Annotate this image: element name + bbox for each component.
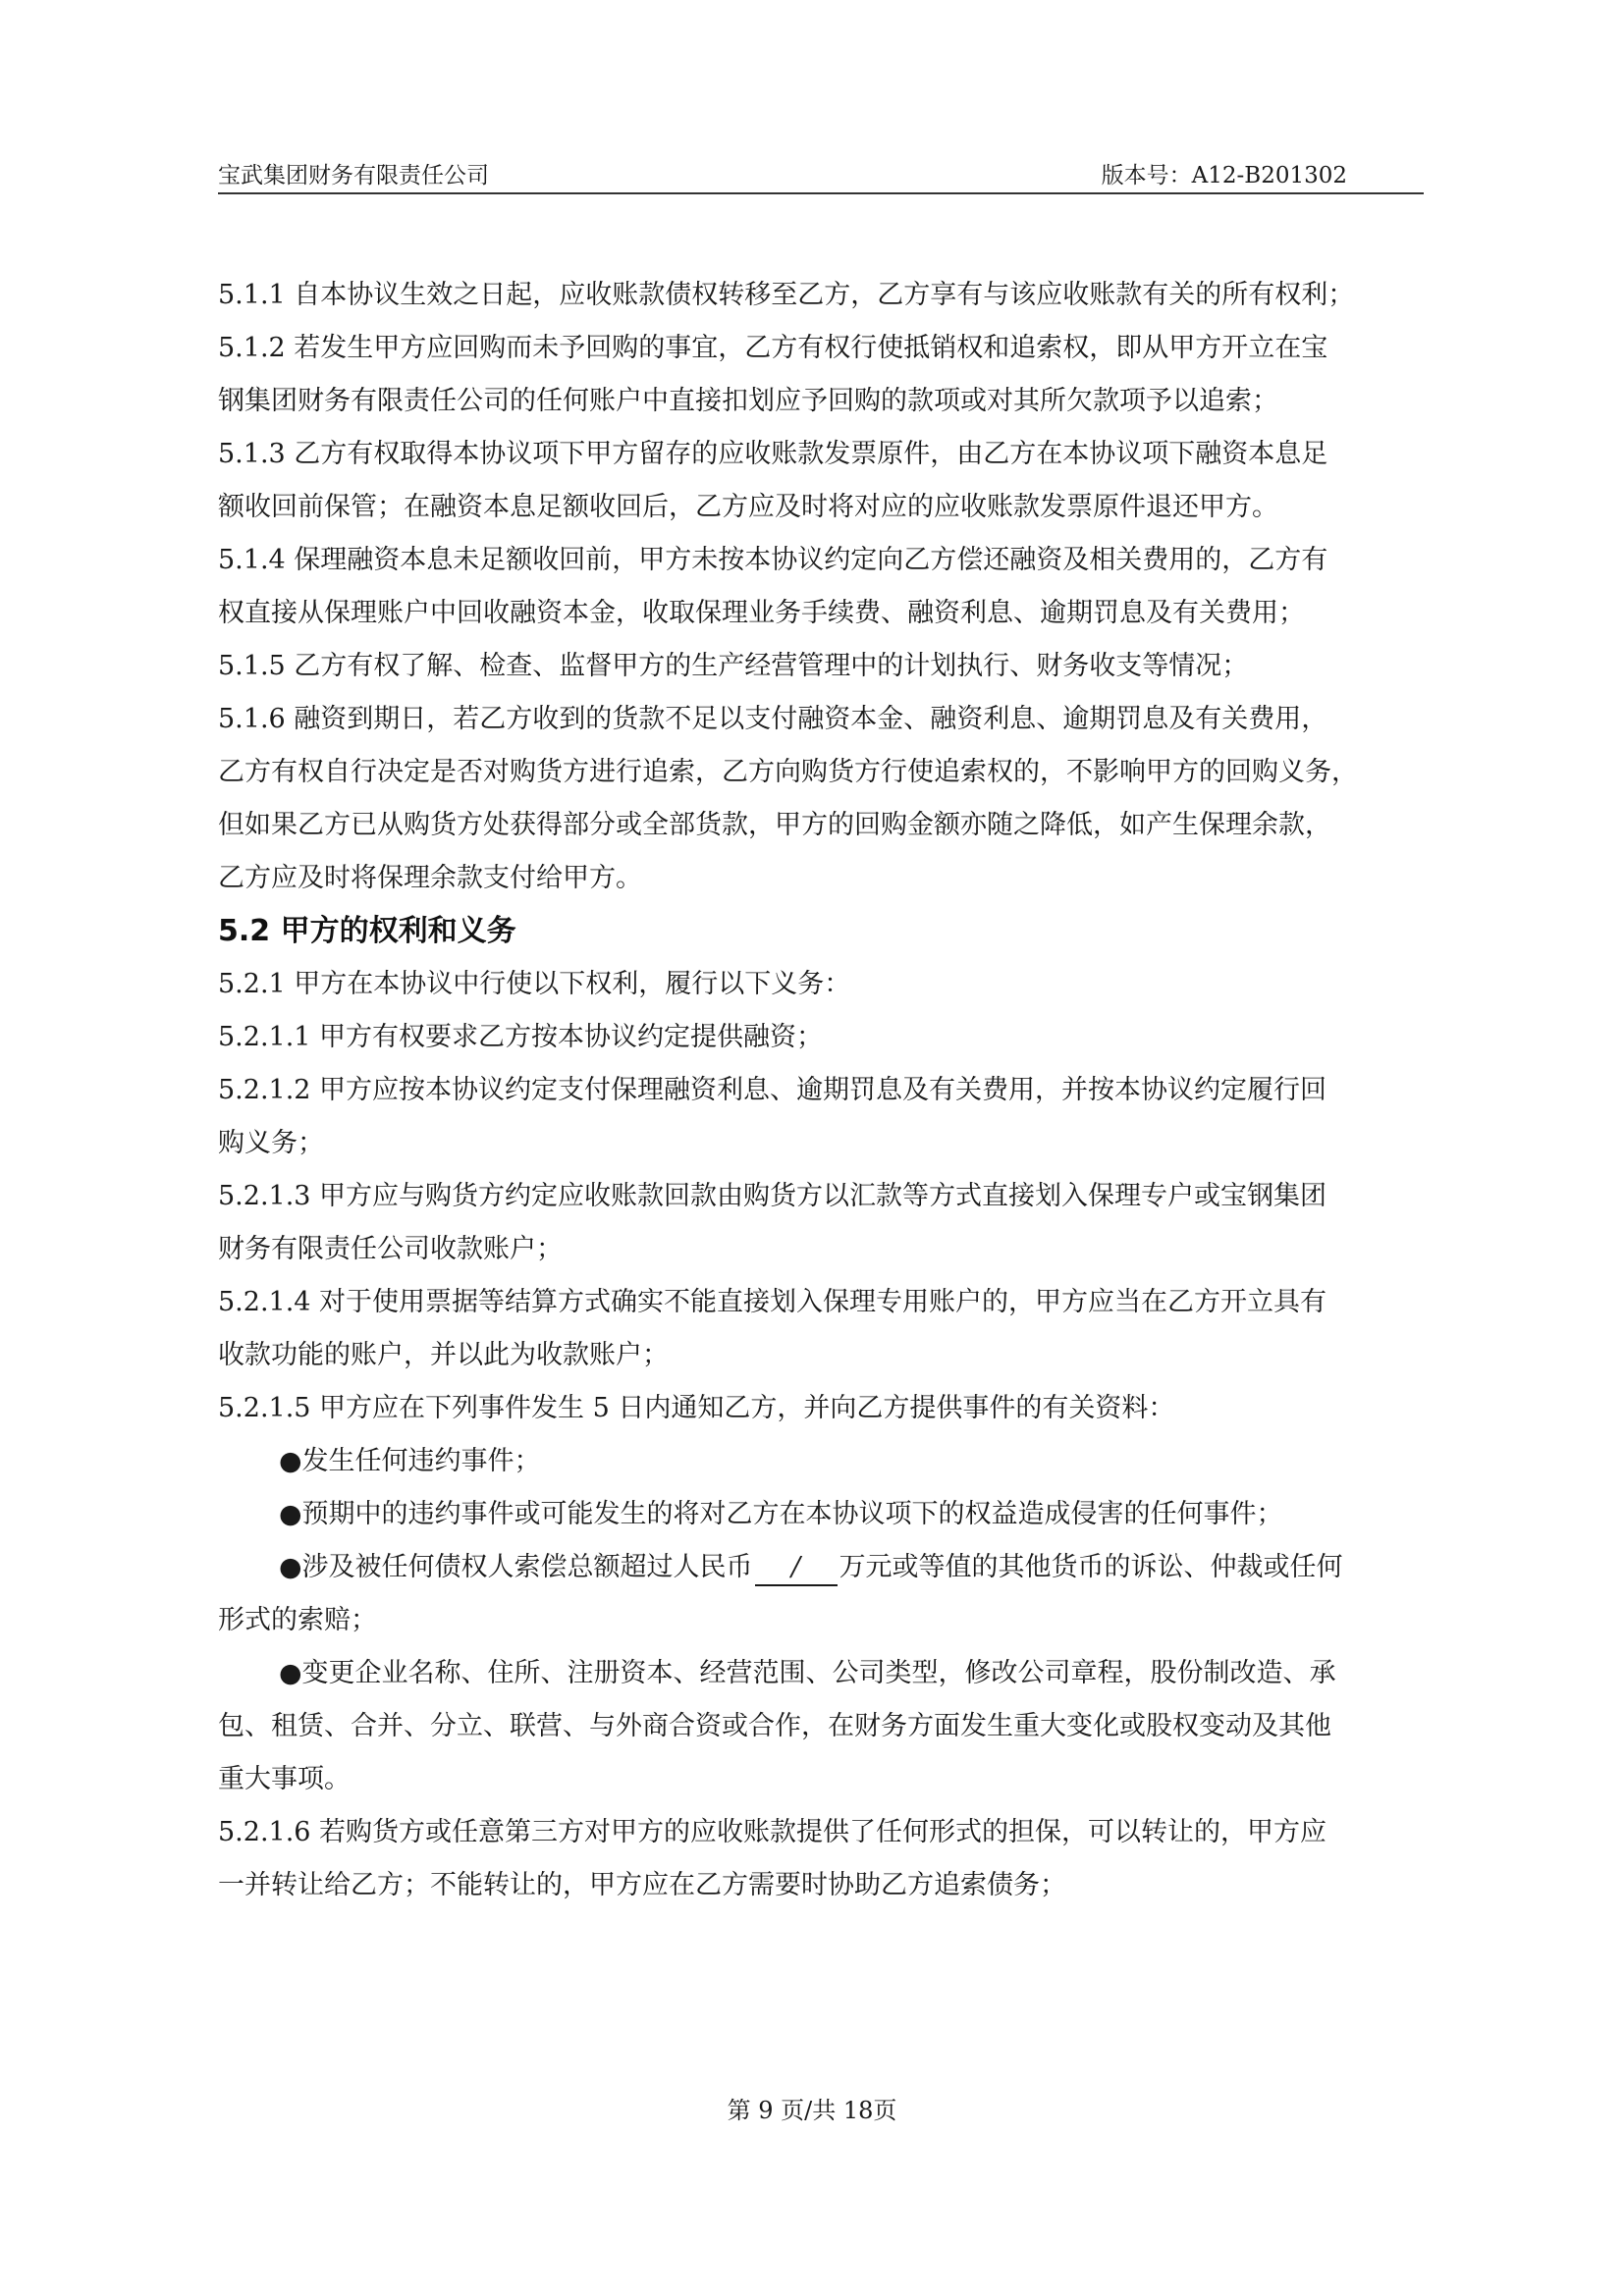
bullet-item: ●预期中的违约事件或可能发生的将对乙方在本协议项下的权益造成侵害的任何事件； [279,1499,1283,1529]
paragraph-line: 5.1.3 乙方有权取得本协议项下甲方留存的应收账款发票原件，由乙方在本协议项下融资本息足 [218,439,1328,469]
document-body [218,269,1428,1912]
bullet-item: ●变更企业名称、住所、注册资本、经营范围、公司类型，修改公司章程，股份制改造、承 [279,1658,1336,1688]
version-number: 版本号：A12-B201302 [1101,163,1347,188]
paragraph-line: 钢集团财务有限责任公司的任何账户中直接扣划应予回购的款项或对其所欠款项予以追索； [218,386,1278,416]
section-heading: 5.2 甲方的权利和义务 [218,914,516,948]
paragraph-line: 乙方有权自行决定是否对购货方进行追索，乙方向购货方行使追索权的，不影响甲方的回购义务， [218,757,1358,787]
paragraph-line: 5.2.1.2 甲方应按本协议约定支付保理融资利息、逾期罚息及有关费用，并按本协议约定履行回 [218,1075,1327,1105]
paragraph-line: 5.2.1.6 若购货方或任意第三方对甲方的应收账款提供了任何形式的担保，可以转让的，甲方应 [218,1817,1327,1847]
paragraph-line: 5.1.6 融资到期日，若乙方收到的货款不足以支付融资本金、融资利息、逾期罚息及有关费用， [218,704,1328,734]
paragraph-line: 5.2.1.5 甲方应在下列事件发生 5 日内通知乙方，并向乙方提供事件的有关资料： [218,1393,1175,1423]
company-name: 宝武集团财务有限责任公司 [218,163,489,188]
paragraph-line: 权直接从保理账户中回收融资本金，收取保理业务手续费、融资利息、逾期罚息及有关费用； [218,598,1305,628]
amount-blank: / [755,1551,838,1586]
page-number: 第 9 页/共 18页 [727,2097,897,2124]
paragraph-line: 5.1.1 自本协议生效之日起，应收账款债权转移至乙方，乙方享有与该应收账款有关的所有权利； [218,280,1355,310]
bullet-item [218,1541,1428,1594]
bullet-text: 万元或等值的其他货币的诉讼、仲裁或任何 [839,1552,1343,1582]
paragraph-line: 但如果乙方已从购货方处获得部分或全部货款，甲方的回购金额亦随之降低，如产生保理余款， [218,810,1331,840]
bullet-continuation: 包、租赁、合并、分立、联营、与外商合资或合作，在财务方面发生重大变化或股权变动及其他 [218,1711,1331,1741]
paragraph-line: 财务有限责任公司收款账户； [218,1234,563,1264]
paragraph-line: 5.2.1.3 甲方应与购货方约定应收账款回款由购货方以汇款等方式直接划入保理专户或宝钢集团 [218,1181,1327,1211]
paragraph-line: 收款功能的账户，并以此为收款账户； [218,1340,669,1370]
bullet-item: ●发生任何违约事件； [279,1446,541,1476]
paragraph-line: 额收回前保管；在融资本息足额收回后，乙方应及时将对应的应收账款发票原件退还甲方。 [218,492,1278,522]
paragraph-line: 5.1.4 保理融资本息未足额收回前，甲方未按本协议约定向乙方偿还融资及相关费用的，乙方有 [218,545,1328,575]
paragraph-line: 乙方应及时将保理余款支付给甲方。 [218,863,642,893]
page-header [218,153,1424,194]
bullet-text: ●涉及被任何债权人索偿总额超过人民币 [279,1552,753,1582]
paragraph-line: 5.1.5 乙方有权了解、检查、监督甲方的生产经营管理中的计划执行、财务收支等情况； [218,651,1249,681]
paragraph-line: 5.2.1 甲方在本协议中行使以下权利，履行以下义务： [218,969,851,999]
paragraph-line: 5.1.2 若发生甲方应回购而未予回购的事宜，乙方有权行使抵销权和追索权，即从甲方开立在宝 [218,333,1328,363]
bullet-continuation: 重大事项。 [218,1764,351,1794]
bullet-continuation: 形式的索赔； [218,1605,377,1635]
paragraph-line: 一并转让给乙方；不能转让的，甲方应在乙方需要时协助乙方追索债务； [218,1870,1066,1900]
paragraph-line: 购义务； [218,1128,324,1158]
paragraph-line: 5.2.1.4 对于使用票据等结算方式确实不能直接划入保理专用账户的，甲方应当在乙方开立具有 [218,1287,1327,1317]
paragraph-line: 5.2.1.1 甲方有权要求乙方按本协议约定提供融资； [218,1022,824,1052]
